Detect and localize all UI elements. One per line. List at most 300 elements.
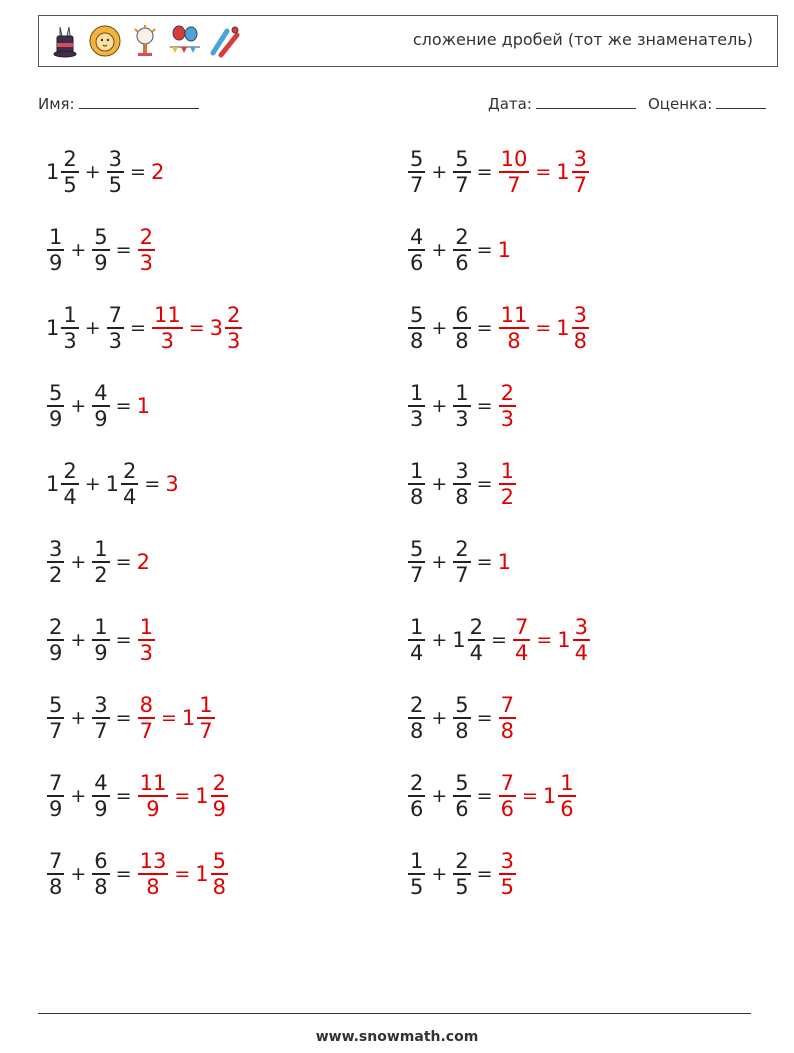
addend-b-fraction bbox=[453, 849, 470, 899]
addend-b-denominator: 7 bbox=[455, 172, 469, 197]
addend-a-fraction bbox=[408, 381, 425, 431]
answer-part-fraction bbox=[499, 693, 516, 743]
name-blank[interactable] bbox=[79, 94, 199, 109]
circus-lamp-icon bbox=[127, 23, 163, 59]
addend-b-numerator: 2 bbox=[123, 459, 137, 484]
answer bbox=[137, 394, 151, 418]
plus-sign: + bbox=[431, 395, 448, 417]
answer-part-denominator: 7 bbox=[199, 718, 213, 743]
addend-b-denominator: 9 bbox=[94, 250, 108, 275]
addend-b-fraction bbox=[121, 459, 138, 509]
addend-a-whole: 1 bbox=[46, 160, 60, 184]
addend-a-numerator: 5 bbox=[49, 693, 63, 718]
answer-part-whole: 1 bbox=[557, 628, 571, 652]
plus-sign: + bbox=[431, 161, 448, 183]
addend-a-denominator: 7 bbox=[49, 718, 63, 743]
answer bbox=[498, 849, 517, 899]
answer-part-numerator: 8 bbox=[139, 693, 153, 718]
answer-part-whole: 1 bbox=[195, 784, 209, 808]
problem-item bbox=[407, 606, 591, 674]
addend-b-denominator: 9 bbox=[94, 640, 108, 665]
addend-a-denominator: 4 bbox=[410, 640, 424, 665]
addend-b-fraction bbox=[453, 771, 470, 821]
answer-part-fraction bbox=[572, 303, 589, 353]
grade-label: Оценка: bbox=[648, 95, 713, 113]
answer-part-fraction bbox=[499, 303, 530, 353]
addend-b-fraction bbox=[92, 693, 109, 743]
plus-sign: + bbox=[70, 239, 87, 261]
addend-a-denominator: 9 bbox=[49, 640, 63, 665]
answer-part-numerator: 3 bbox=[573, 303, 587, 328]
problem-item bbox=[46, 840, 229, 908]
plus-sign: + bbox=[84, 161, 101, 183]
answer-part-numerator: 3 bbox=[574, 615, 589, 640]
answer-part-fraction bbox=[499, 381, 516, 431]
plus-sign: + bbox=[431, 707, 448, 729]
answer-part-fraction bbox=[138, 615, 155, 665]
answer-part-denominator: 3 bbox=[160, 328, 175, 353]
date-label: Дата: bbox=[488, 95, 532, 113]
addend-b-numerator: 1 bbox=[94, 537, 108, 562]
answer bbox=[498, 693, 517, 743]
plus-sign: + bbox=[431, 473, 448, 495]
equals-sign: = bbox=[130, 161, 146, 183]
answer-part-numerator: 1 bbox=[560, 771, 574, 796]
answer-part-numerator: 3 bbox=[573, 147, 587, 172]
addend-b-fraction bbox=[107, 147, 124, 197]
addend-b-denominator: 4 bbox=[469, 640, 484, 665]
answer-part-whole: 1 bbox=[542, 784, 557, 808]
answer-part-fraction bbox=[211, 771, 228, 821]
plus-sign: + bbox=[431, 317, 448, 339]
answer-part-whole: 3 bbox=[209, 316, 223, 340]
answer-part-denominator: 9 bbox=[146, 796, 160, 821]
answer-part-denominator: 3 bbox=[227, 328, 241, 353]
answer bbox=[498, 459, 517, 509]
addend-a-fraction bbox=[61, 303, 78, 353]
problem-item bbox=[407, 138, 590, 206]
equals-sign: = bbox=[476, 239, 493, 261]
answer-part-numerator: 1 bbox=[139, 615, 153, 640]
balloons-bunting-icon bbox=[167, 23, 203, 59]
addend-b-fraction bbox=[453, 537, 470, 587]
answer-part-denominator: 3 bbox=[139, 640, 153, 665]
addend-a-denominator: 9 bbox=[49, 796, 63, 821]
worksheet-title: сложение дробей (тот же знаменатель) bbox=[412, 30, 753, 49]
answer-part-fraction bbox=[211, 849, 228, 899]
addend-a-numerator: 2 bbox=[49, 615, 63, 640]
answer bbox=[498, 381, 517, 431]
addend-b-numerator: 2 bbox=[455, 225, 469, 250]
plus-sign: + bbox=[70, 629, 87, 651]
addend-a-fraction bbox=[47, 225, 64, 275]
addend-a-denominator: 7 bbox=[410, 562, 424, 587]
addend-a-fraction bbox=[47, 381, 64, 431]
worksheet-header bbox=[38, 15, 778, 67]
problem-item bbox=[46, 372, 151, 440]
addend-a-numerator: 1 bbox=[410, 459, 424, 484]
equals-sign: = bbox=[476, 551, 493, 573]
equals-sign: = bbox=[476, 395, 493, 417]
addend-a-numerator: 1 bbox=[410, 849, 424, 874]
answer-part-numerator: 7 bbox=[500, 771, 514, 796]
addend-a-numerator: 5 bbox=[49, 381, 63, 406]
addend-a-fraction bbox=[408, 303, 425, 353]
answer-part-numerator: 11 bbox=[153, 303, 181, 328]
plus-sign: + bbox=[84, 317, 101, 339]
answer-part-whole: 2 bbox=[150, 160, 165, 184]
problem-item bbox=[407, 216, 512, 284]
answer bbox=[137, 693, 216, 743]
addend-b-denominator: 8 bbox=[455, 484, 469, 509]
answer-part-fraction bbox=[152, 303, 183, 353]
answer-part-fraction bbox=[138, 225, 155, 275]
answer-part-numerator: 10 bbox=[500, 147, 528, 172]
answer-part-numerator: 7 bbox=[500, 693, 514, 718]
equals-sign: = bbox=[144, 473, 161, 495]
problem-item bbox=[46, 606, 156, 674]
equals-sign: = bbox=[476, 161, 493, 183]
answer-equals-sign: = bbox=[535, 317, 552, 339]
addend-a-numerator: 1 bbox=[63, 303, 77, 328]
equals-sign: = bbox=[115, 785, 132, 807]
addend-b-fraction bbox=[453, 459, 470, 509]
plus-sign: + bbox=[431, 629, 448, 651]
answer-part-fraction bbox=[499, 147, 530, 197]
addend-b-denominator: 5 bbox=[455, 874, 469, 899]
plus-sign: + bbox=[431, 785, 448, 807]
answer-part-numerator: 5 bbox=[212, 849, 226, 874]
name-label: Имя: bbox=[38, 95, 75, 113]
date-blank[interactable] bbox=[536, 94, 636, 109]
footer-site: www.snowmath.com bbox=[315, 1029, 479, 1045]
addend-b-fraction bbox=[453, 693, 470, 743]
equals-sign: = bbox=[476, 863, 493, 885]
problem-item bbox=[46, 138, 165, 206]
addend-b-denominator: 9 bbox=[94, 406, 108, 431]
problem-item bbox=[46, 684, 216, 752]
addend-a-numerator: 5 bbox=[410, 147, 424, 172]
answer-part-denominator: 4 bbox=[574, 640, 589, 665]
addend-b-numerator: 5 bbox=[94, 225, 108, 250]
equals-sign: = bbox=[115, 551, 132, 573]
addend-b-denominator: 6 bbox=[455, 796, 469, 821]
addend-a-denominator: 6 bbox=[410, 250, 424, 275]
addend-b-fraction bbox=[92, 537, 109, 587]
addend-b-fraction bbox=[92, 225, 109, 275]
answer bbox=[498, 771, 577, 821]
equals-sign: = bbox=[476, 707, 493, 729]
plus-sign: + bbox=[70, 785, 87, 807]
addend-b-denominator: 6 bbox=[455, 250, 469, 275]
equals-sign: = bbox=[115, 629, 132, 651]
answer-part-numerator: 2 bbox=[212, 771, 226, 796]
addend-b-denominator: 8 bbox=[94, 874, 108, 899]
addend-a-fraction bbox=[408, 615, 425, 665]
addend-b-denominator: 8 bbox=[455, 328, 469, 353]
addend-a-whole: 1 bbox=[46, 472, 60, 496]
addend-b-numerator: 3 bbox=[94, 693, 108, 718]
answer-part-fraction bbox=[573, 615, 590, 665]
answer-part-denominator: 8 bbox=[507, 328, 521, 353]
addend-b-denominator: 7 bbox=[94, 718, 108, 743]
addend-a-denominator: 8 bbox=[49, 874, 63, 899]
problem-item bbox=[407, 840, 517, 908]
answer-part-denominator: 3 bbox=[139, 250, 153, 275]
addend-b-numerator: 2 bbox=[469, 615, 484, 640]
plus-sign: + bbox=[70, 395, 87, 417]
addend-b-numerator: 3 bbox=[455, 459, 469, 484]
addend-b-fraction bbox=[92, 381, 109, 431]
addend-b-numerator: 5 bbox=[455, 771, 469, 796]
answer-part-denominator: 2 bbox=[500, 484, 514, 509]
addend-a-numerator: 3 bbox=[49, 537, 63, 562]
problem-item bbox=[407, 762, 577, 830]
addend-a-denominator: 9 bbox=[49, 250, 63, 275]
problem-item bbox=[46, 216, 156, 284]
addend-a-numerator: 2 bbox=[410, 693, 424, 718]
addend-a-fraction bbox=[47, 771, 64, 821]
equals-sign: = bbox=[115, 707, 132, 729]
addend-a-denominator: 8 bbox=[410, 718, 424, 743]
addend-a-fraction bbox=[408, 771, 425, 821]
addend-b-denominator: 2 bbox=[94, 562, 108, 587]
addend-b-denominator: 4 bbox=[123, 484, 137, 509]
answer-part-fraction bbox=[558, 771, 575, 821]
addend-a-denominator: 9 bbox=[49, 406, 63, 431]
addend-b-denominator: 9 bbox=[94, 796, 108, 821]
addend-b-fraction bbox=[468, 615, 485, 665]
answer-part-denominator: 7 bbox=[573, 172, 587, 197]
addend-a-fraction bbox=[408, 693, 425, 743]
addend-b-whole: 1 bbox=[452, 628, 466, 652]
addend-a-denominator: 4 bbox=[63, 484, 77, 509]
addend-a-fraction bbox=[408, 849, 425, 899]
problem-item bbox=[46, 528, 151, 596]
addend-b-fraction bbox=[92, 771, 109, 821]
addend-a-fraction bbox=[47, 537, 64, 587]
addend-b-denominator: 7 bbox=[455, 562, 469, 587]
addend-b-fraction bbox=[107, 303, 124, 353]
answer bbox=[165, 472, 179, 496]
plus-sign: + bbox=[431, 863, 448, 885]
addend-b-numerator: 7 bbox=[108, 303, 123, 328]
answer-part-whole: 1 bbox=[136, 394, 150, 418]
addend-a-denominator: 5 bbox=[63, 172, 77, 197]
answer-part-fraction bbox=[499, 849, 516, 899]
addend-a-fraction bbox=[408, 147, 425, 197]
grade-field[interactable] bbox=[648, 94, 766, 113]
plus-sign: + bbox=[70, 551, 87, 573]
answer bbox=[137, 225, 156, 275]
plus-sign: + bbox=[70, 863, 87, 885]
problem-item bbox=[407, 450, 517, 518]
addend-a-fraction bbox=[408, 225, 425, 275]
answer bbox=[137, 550, 151, 574]
answer-equals-sign: = bbox=[174, 785, 191, 807]
answer-part-denominator: 9 bbox=[212, 796, 226, 821]
equals-sign: = bbox=[115, 239, 132, 261]
answer-part-fraction bbox=[499, 459, 516, 509]
plus-sign: + bbox=[431, 239, 448, 261]
problem-item bbox=[407, 372, 517, 440]
addend-b-numerator: 6 bbox=[455, 303, 469, 328]
answer bbox=[498, 147, 590, 197]
addend-a-denominator: 2 bbox=[49, 562, 63, 587]
answer-part-numerator: 2 bbox=[139, 225, 153, 250]
addend-a-numerator: 4 bbox=[410, 225, 424, 250]
answer bbox=[151, 160, 165, 184]
equals-sign: = bbox=[130, 317, 146, 339]
answer-part-fraction bbox=[197, 693, 214, 743]
magic-hat-icon bbox=[47, 23, 83, 59]
addend-b-numerator: 4 bbox=[94, 771, 108, 796]
addend-a-numerator: 5 bbox=[410, 303, 424, 328]
addend-b-numerator: 1 bbox=[94, 615, 108, 640]
addend-b-whole: 1 bbox=[105, 472, 120, 496]
answer-equals-sign: = bbox=[535, 161, 552, 183]
addend-a-denominator: 3 bbox=[63, 328, 77, 353]
answer-part-denominator: 8 bbox=[212, 874, 226, 899]
lion-icon bbox=[87, 23, 123, 59]
problem-item bbox=[407, 684, 517, 752]
addend-b-numerator: 4 bbox=[94, 381, 108, 406]
problem-item bbox=[407, 528, 512, 596]
answer-part-whole: 1 bbox=[181, 706, 196, 730]
answer-part-numerator: 11 bbox=[139, 771, 167, 796]
answer-part-denominator: 7 bbox=[507, 172, 521, 197]
addend-a-denominator: 5 bbox=[410, 874, 424, 899]
answer-part-denominator: 7 bbox=[139, 718, 153, 743]
answer-part-fraction bbox=[572, 147, 589, 197]
answer bbox=[498, 550, 512, 574]
addend-a-fraction bbox=[408, 537, 425, 587]
answer-part-whole: 2 bbox=[136, 550, 150, 574]
addend-b-fraction bbox=[453, 303, 470, 353]
problem-item bbox=[407, 294, 590, 362]
answer-part-denominator: 3 bbox=[500, 406, 514, 431]
answer-part-denominator: 4 bbox=[514, 640, 529, 665]
addend-b-fraction bbox=[92, 849, 109, 899]
answer-part-numerator: 1 bbox=[199, 693, 213, 718]
equals-sign: = bbox=[476, 317, 493, 339]
addend-b-denominator: 3 bbox=[108, 328, 123, 353]
addend-b-numerator: 5 bbox=[455, 693, 469, 718]
answer-part-whole: 1 bbox=[556, 160, 570, 184]
answer-part-whole: 1 bbox=[195, 862, 209, 886]
answer-part-fraction bbox=[513, 615, 530, 665]
answer-part-numerator: 7 bbox=[514, 615, 529, 640]
answer-part-whole: 1 bbox=[556, 316, 570, 340]
addend-b-numerator: 3 bbox=[108, 147, 123, 172]
problem-item bbox=[46, 762, 229, 830]
answer-part-whole: 1 bbox=[497, 550, 511, 574]
addend-b-numerator: 6 bbox=[94, 849, 108, 874]
addend-a-fraction bbox=[47, 615, 64, 665]
answer-part-denominator: 6 bbox=[500, 796, 514, 821]
addend-a-denominator: 6 bbox=[410, 796, 424, 821]
answer-part-denominator: 8 bbox=[500, 718, 514, 743]
answer-part-fraction bbox=[138, 849, 169, 899]
addend-a-numerator: 7 bbox=[49, 771, 63, 796]
answer-part-numerator: 11 bbox=[500, 303, 528, 328]
answer bbox=[498, 303, 590, 353]
equals-sign: = bbox=[476, 785, 493, 807]
grade-blank[interactable] bbox=[716, 94, 766, 109]
addend-b-denominator: 5 bbox=[108, 172, 123, 197]
answer-equals-sign: = bbox=[174, 863, 191, 885]
footer-divider bbox=[38, 1013, 751, 1014]
equals-sign: = bbox=[115, 863, 132, 885]
answer-equals-sign: = bbox=[521, 785, 538, 807]
problem-item bbox=[46, 450, 180, 518]
answer-part-fraction bbox=[138, 693, 155, 743]
answer bbox=[151, 303, 243, 353]
problem-item bbox=[46, 294, 243, 362]
answer-part-numerator: 1 bbox=[500, 459, 514, 484]
addend-a-fraction bbox=[47, 849, 64, 899]
addend-a-whole: 1 bbox=[46, 316, 60, 340]
addend-b-fraction bbox=[453, 147, 470, 197]
addend-a-denominator: 7 bbox=[410, 172, 424, 197]
answer bbox=[137, 771, 229, 821]
addend-b-numerator: 2 bbox=[455, 849, 469, 874]
answer-part-whole: 1 bbox=[497, 238, 511, 262]
addend-a-fraction bbox=[47, 693, 64, 743]
addend-a-fraction bbox=[61, 147, 78, 197]
addend-a-numerator: 2 bbox=[410, 771, 424, 796]
addend-b-denominator: 3 bbox=[455, 406, 469, 431]
addend-a-fraction bbox=[61, 459, 78, 509]
addend-b-numerator: 5 bbox=[455, 147, 469, 172]
answer-part-numerator: 13 bbox=[139, 849, 167, 874]
addend-a-fraction bbox=[408, 459, 425, 509]
name-field[interactable] bbox=[38, 94, 199, 113]
header-icons bbox=[47, 21, 243, 61]
answer-equals-sign: = bbox=[188, 317, 205, 339]
addend-a-denominator: 3 bbox=[410, 406, 424, 431]
answer-part-denominator: 8 bbox=[146, 874, 160, 899]
addend-b-fraction bbox=[453, 225, 470, 275]
addend-a-numerator: 1 bbox=[49, 225, 63, 250]
addend-a-numerator: 5 bbox=[410, 537, 424, 562]
equals-sign: = bbox=[115, 395, 132, 417]
answer-part-fraction bbox=[499, 771, 516, 821]
addend-b-numerator: 2 bbox=[455, 537, 469, 562]
answer-part-denominator: 5 bbox=[500, 874, 514, 899]
answer-equals-sign: = bbox=[160, 707, 177, 729]
answer-part-whole: 3 bbox=[165, 472, 179, 496]
plus-sign: + bbox=[431, 551, 448, 573]
answer-part-numerator: 3 bbox=[500, 849, 514, 874]
answer bbox=[137, 849, 229, 899]
addend-a-numerator: 2 bbox=[63, 147, 77, 172]
addend-a-denominator: 8 bbox=[410, 328, 424, 353]
addend-a-numerator: 1 bbox=[410, 381, 424, 406]
answer-part-denominator: 8 bbox=[573, 328, 587, 353]
addend-b-fraction bbox=[92, 615, 109, 665]
date-field[interactable] bbox=[488, 94, 636, 113]
answer-part-numerator: 2 bbox=[227, 303, 241, 328]
addend-a-numerator: 2 bbox=[63, 459, 77, 484]
equals-sign: = bbox=[491, 629, 507, 651]
juggling-pins-icon bbox=[207, 23, 243, 59]
addend-a-numerator: 1 bbox=[410, 615, 424, 640]
answer bbox=[498, 238, 512, 262]
equals-sign: = bbox=[476, 473, 493, 495]
addend-b-fraction bbox=[453, 381, 470, 431]
answer bbox=[137, 615, 156, 665]
